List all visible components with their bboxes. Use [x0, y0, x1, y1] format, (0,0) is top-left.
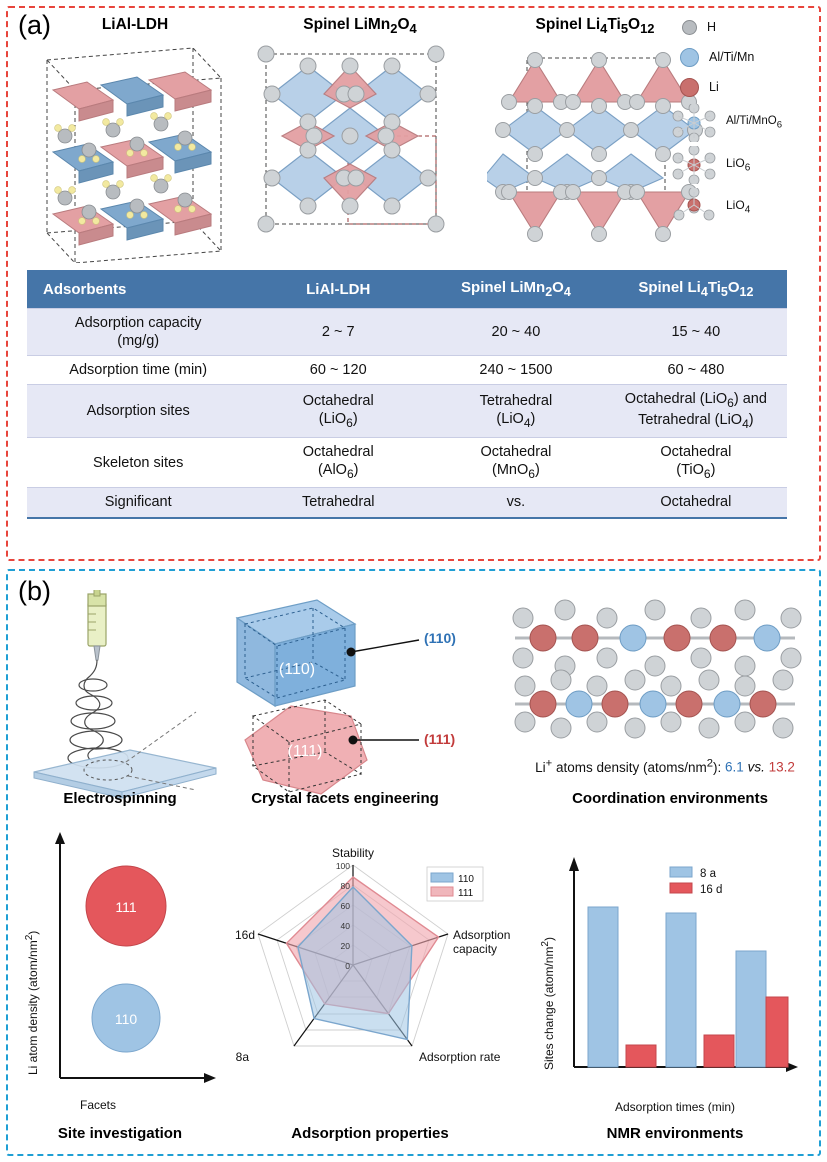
- cell-capacity-limn: 20 ~ 40: [427, 309, 605, 356]
- svg-text:110: 110: [458, 874, 474, 885]
- cell-skeleton-lial: Octahedral (AlO$_6$): [249, 438, 427, 488]
- svg-text:8a: 8a: [235, 1050, 249, 1064]
- facet-callout-111: (111): [424, 731, 456, 747]
- svg-text:0: 0: [345, 961, 350, 971]
- cell-time-limn: 240 ~ 1500: [427, 356, 605, 385]
- svg-text:(111): (111): [287, 743, 323, 760]
- legend-label-metal: Al/Ti/Mn: [709, 50, 755, 64]
- legend-label-lio6: LiO$_6$: [726, 156, 751, 174]
- svg-text:80: 80: [340, 881, 350, 891]
- density-vs: vs.: [743, 759, 769, 775]
- table-header-lial-ldh: LiAl-LDH: [249, 270, 427, 309]
- legend-item-li: [672, 72, 817, 102]
- atom-h-icon: [682, 20, 697, 35]
- svg-text:100: 100: [335, 861, 350, 871]
- cell-time-liti: 60 ~ 480: [605, 356, 787, 385]
- density-note-text: Li+ atoms density $(atoms/nm^2)$:: [535, 757, 726, 775]
- svg-text:16 d: 16 d: [700, 884, 723, 896]
- cell-skeleton-limn: Octahedral (MnO$_6$): [427, 438, 605, 488]
- legend-item-metal-o6: [672, 102, 817, 144]
- table-row: [27, 356, 787, 385]
- row-label-adsorption-sites: Adsorption sites: [27, 385, 249, 438]
- caption-coordination: Coordination environments: [572, 790, 768, 807]
- site-chart-xlabel: Facets: [80, 1098, 117, 1112]
- legend-item-h: [672, 12, 817, 42]
- table-row: [27, 309, 787, 356]
- crystal-facets-illustration: [205, 588, 485, 800]
- panel-b-label: (b): [18, 576, 51, 606]
- svg-text:Adsorption: Adsorption: [453, 928, 511, 942]
- tetrahedron-red-icon: [672, 188, 716, 226]
- cell-capacity-lial: 2 ~ 7: [249, 309, 427, 356]
- table-row: [27, 488, 787, 518]
- caption-nmr-environments: NMR environments: [606, 1125, 744, 1142]
- row-label-adsorption-time: Adsorption time (min): [27, 356, 249, 385]
- cell-significant-liti: Octahedral: [605, 488, 787, 518]
- facet-callout-110: (110): [424, 630, 456, 646]
- table-row: [27, 438, 787, 488]
- cell-sites-limn: Tetrahedral (LiO$_4$): [427, 385, 605, 438]
- atom-metal-icon: [680, 48, 699, 67]
- site-chart-ylabel: Li atom density $(atom/nm^2)$: [24, 930, 40, 1075]
- legend-item-lio4: [672, 186, 817, 228]
- legend-item-lio6: [672, 144, 817, 186]
- electrospinning-illustration: [30, 590, 220, 800]
- svg-text:capacity: capacity: [453, 942, 498, 956]
- coordination-environments-illustration: [495, 588, 815, 748]
- svg-text:110: 110: [114, 1011, 138, 1027]
- caption-crystal-facets: Crystal facets engineering: [251, 790, 439, 807]
- row-label-adsorption-capacity: Adsorption capacity (mg/g): [27, 309, 249, 356]
- table-header-row: [27, 270, 787, 309]
- structure-title-li4ti5o12: Spinel $Li_4Ti_5O_{12}$: [535, 16, 655, 37]
- octahedron-red-icon: [672, 146, 716, 184]
- structure-diagram-limn2o4: [248, 40, 473, 260]
- cell-sites-liti: Octahedral (LiO$_6$) and Tetrahedral (LiO$_4$): [605, 385, 787, 438]
- svg-text:111: 111: [115, 899, 137, 915]
- table-header-limn2o4: Spinel $LiMn_2O_4$: [427, 270, 605, 309]
- legend-label-lio4: LiO$_4$: [726, 198, 751, 216]
- structure-title-lial-ldh: LiAl-LDH: [101, 16, 169, 33]
- svg-text:60: 60: [340, 901, 350, 911]
- svg-text:Adsorption rate: Adsorption rate: [419, 1050, 501, 1064]
- svg-text:Stability: Stability: [331, 846, 375, 860]
- nmr-chart-ylabel: Sites change $(atom/nm^2)$: [540, 937, 556, 1070]
- table-header-adsorbents: Adsorbents: [27, 270, 249, 309]
- nmr-chart-xlabel: Adsorption times (min): [615, 1100, 736, 1114]
- table-row: [27, 385, 787, 438]
- caption-site-investigation: Site investigation: [57, 1125, 183, 1142]
- density-value-111: 13.2: [768, 759, 795, 775]
- svg-text:(110): (110): [278, 661, 316, 678]
- legend: [672, 12, 817, 228]
- cell-sites-lial: Octahedral (LiO$_6$): [249, 385, 427, 438]
- atom-li-icon: [680, 78, 699, 97]
- svg-text:40: 40: [340, 921, 350, 931]
- legend-item-metal: [672, 42, 817, 72]
- row-label-significant: Significant: [27, 488, 249, 518]
- row-label-skeleton-sites: Skeleton sites: [27, 438, 249, 488]
- structure-diagram-lial-ldh: [25, 38, 240, 263]
- structure-title-limn2o4: Spinel $LiMn_2O_4$: [303, 16, 417, 37]
- svg-text:16d: 16d: [234, 928, 255, 942]
- density-note: [520, 757, 810, 775]
- comparison-table: [27, 270, 787, 519]
- legend-label-li: Li: [709, 80, 719, 94]
- svg-text:8 a: 8 a: [700, 868, 716, 880]
- svg-text:20: 20: [340, 941, 350, 951]
- cell-significant-limn: vs.: [427, 488, 605, 518]
- caption-adsorption-properties: Adsorption properties: [291, 1125, 449, 1142]
- table-header-li4ti5o12: Spinel $Li_4Ti_5O_{12}$: [605, 270, 787, 309]
- nmr-environments-chart: [530, 845, 810, 1105]
- adsorption-properties-radar: [225, 845, 515, 1105]
- caption-electrospinning: Electrospinning: [63, 790, 177, 807]
- density-value-110: 6.1: [725, 759, 744, 775]
- legend-label-metal-o6: Al/Ti/MnO$_6$: [726, 115, 783, 131]
- cell-time-lial: 60 ~ 120: [249, 356, 427, 385]
- panel-a-label: (a): [18, 10, 51, 40]
- cell-significant-lial: Tetrahedral: [249, 488, 427, 518]
- legend-label-h: H: [707, 20, 717, 34]
- site-investigation-chart: [30, 828, 225, 1103]
- cell-capacity-liti: 15 ~ 40: [605, 309, 787, 356]
- octahedron-blue-icon: [672, 104, 716, 142]
- svg-text:111: 111: [458, 888, 474, 899]
- cell-skeleton-liti: Octahedral (TiO$_6$): [605, 438, 787, 488]
